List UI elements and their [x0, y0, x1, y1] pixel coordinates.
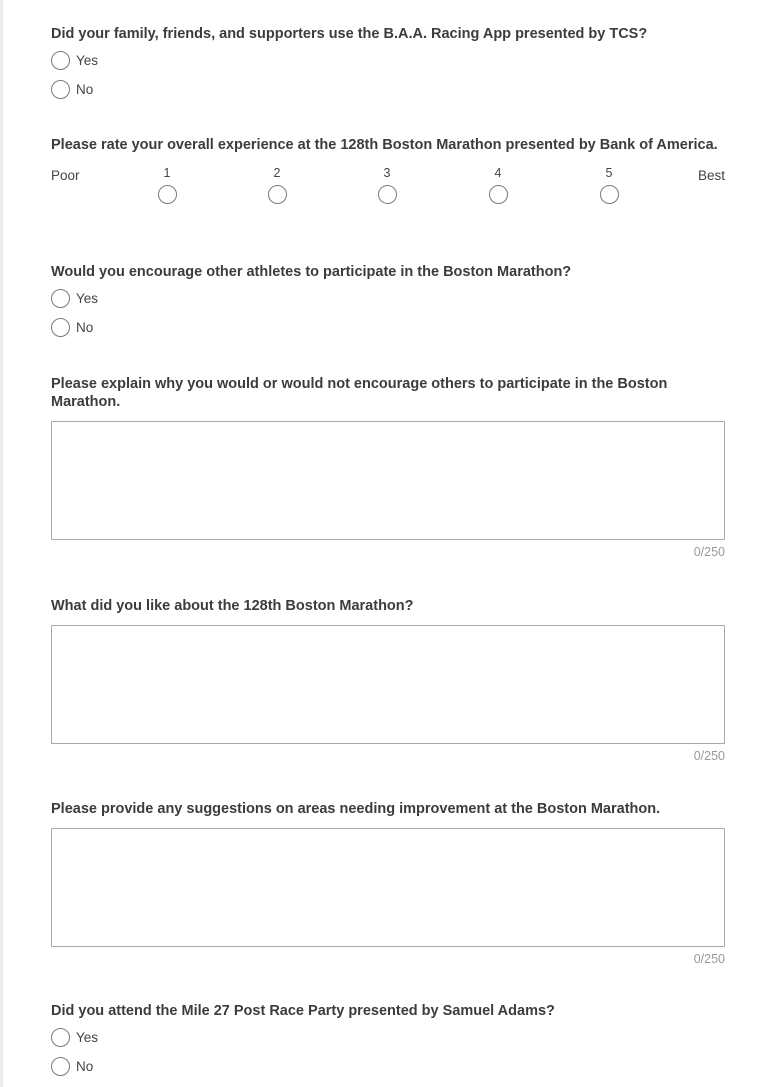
rating-number: 1 [163, 166, 171, 180]
rating-number: 5 [605, 166, 613, 180]
option-yes[interactable] [51, 284, 725, 313]
question-title: Please rate your overall experience at the 128th Boston Marathon presented by Bank of America. [51, 137, 718, 153]
radio-icon[interactable] [489, 185, 508, 204]
liked-textarea[interactable] [51, 625, 725, 744]
radio-icon[interactable] [51, 318, 70, 337]
radio-icon[interactable] [51, 1057, 70, 1076]
option-yes[interactable] [51, 1023, 725, 1052]
option-label: No [76, 320, 94, 335]
question-rating [51, 136, 725, 200]
radio-icon[interactable] [51, 289, 70, 308]
rating-option-2[interactable] [262, 166, 292, 204]
option-label: No [76, 1059, 94, 1074]
option-no[interactable] [51, 75, 725, 104]
question-title: What did you like about the 128th Boston Marathon? [51, 598, 414, 614]
radio-icon[interactable] [51, 51, 70, 70]
question-encourage-explain [51, 375, 725, 559]
option-label: Yes [76, 53, 99, 68]
radio-icon[interactable] [378, 185, 397, 204]
option-no[interactable] [51, 1052, 725, 1081]
rating-scale [51, 160, 725, 200]
question-liked [51, 597, 725, 763]
question-title: Please provide any suggestions on areas needing improvement at the Boston Marathon. [51, 801, 661, 817]
scale-low-label: Poor [51, 168, 80, 183]
scale-high-label: Best [697, 168, 725, 183]
question-title: Did your family, friends, and supporters use the B.A.A. Racing App presented by TCS? [51, 26, 648, 42]
radio-icon[interactable] [158, 185, 177, 204]
option-label: Yes [76, 1030, 99, 1045]
question-mile27 [51, 1002, 725, 1081]
question-title: Please explain why you would or would not encourage others to participate in the Boston Marathon. [51, 376, 668, 410]
option-label: Yes [76, 291, 99, 306]
question-title: Did you attend the Mile 27 Post Race Party presented by Samuel Adams? [51, 1003, 555, 1019]
improvement-textarea[interactable] [51, 828, 725, 947]
character-counter: 0/250 [693, 952, 725, 966]
option-yes[interactable] [51, 46, 725, 75]
option-no[interactable] [51, 313, 725, 342]
rating-number: 3 [383, 166, 391, 180]
character-counter: 0/250 [693, 545, 725, 559]
question-title: Would you encourage other athletes to participate in the Boston Marathon? [51, 264, 572, 280]
radio-icon[interactable] [600, 185, 619, 204]
radio-icon[interactable] [268, 185, 287, 204]
radio-icon[interactable] [51, 1028, 70, 1047]
radio-icon[interactable] [51, 80, 70, 99]
rating-option-3[interactable] [372, 166, 402, 204]
question-encourage [51, 263, 725, 342]
question-app-use [51, 25, 725, 104]
rating-number: 2 [273, 166, 281, 180]
left-rail [0, 0, 3, 1087]
rating-option-5[interactable] [594, 166, 624, 204]
character-counter: 0/250 [693, 749, 725, 763]
rating-option-1[interactable] [152, 166, 182, 204]
rating-number: 4 [494, 166, 502, 180]
rating-option-4[interactable] [483, 166, 513, 204]
option-label: No [76, 82, 94, 97]
question-improvement [51, 800, 725, 966]
encourage-explain-textarea[interactable] [51, 421, 725, 540]
